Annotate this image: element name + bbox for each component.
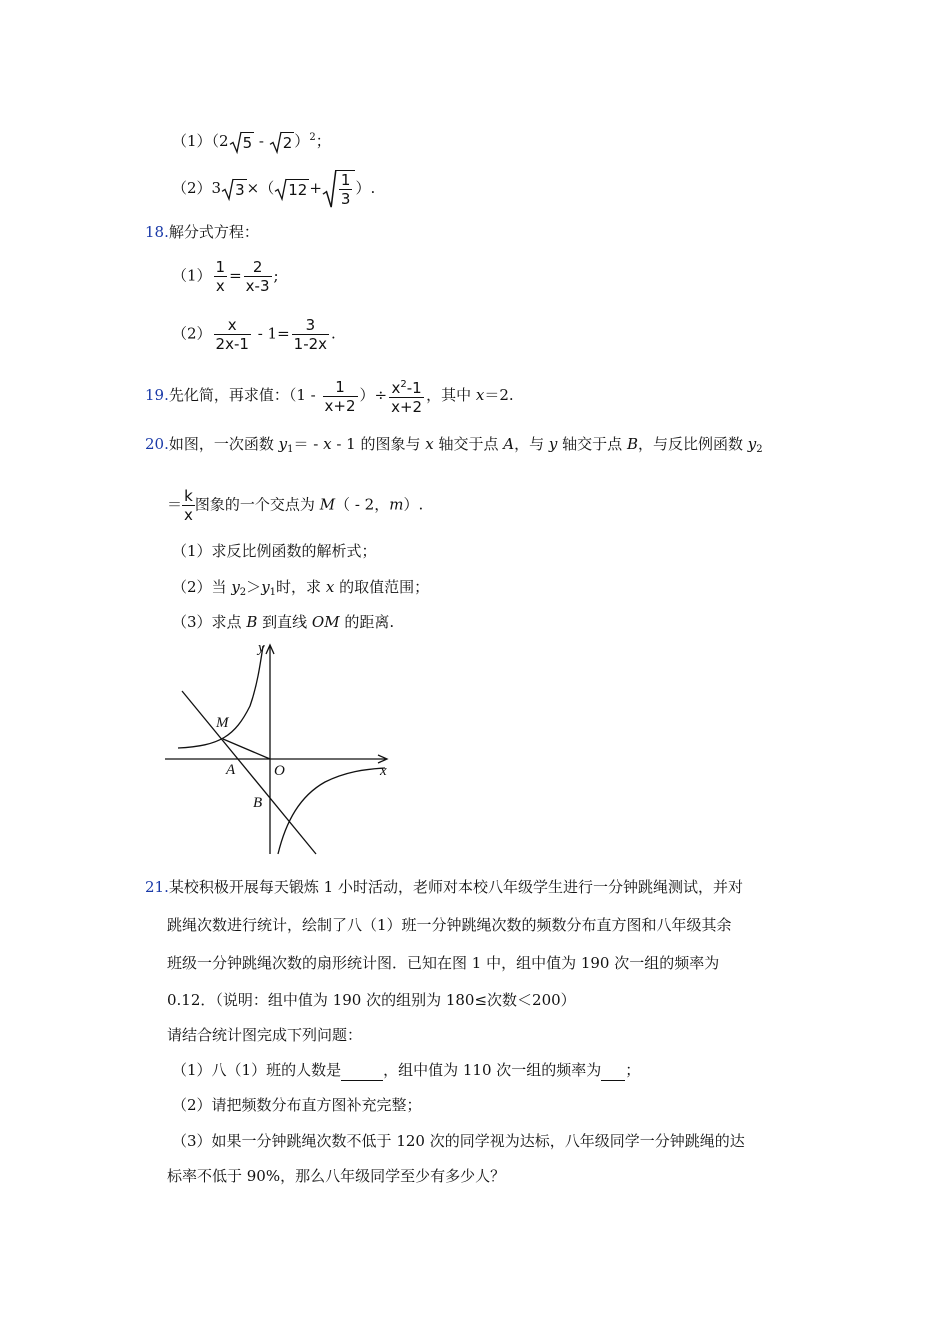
sqrt-2: 2 bbox=[270, 132, 295, 153]
radical-sign-icon bbox=[270, 132, 282, 153]
radical-sign-icon bbox=[230, 132, 242, 153]
q21-line1: 21.某校积极开展每天锻炼 1 小时活动，老师对本校八年级学生进行一分钟跳绳测试，并对 bbox=[145, 878, 743, 896]
q20-part2: （2）当 $y_2>y_1$时，求 x 的取值范围； bbox=[172, 578, 430, 598]
q21-part3-line2: 标率不低于 90%，那么八年级同学至少有多少人？ bbox=[167, 1167, 506, 1185]
q18-title: 18.解分式方程： bbox=[145, 223, 259, 241]
hyperbola-branch-lower-right bbox=[278, 768, 385, 854]
answer-blank-frequency[interactable] bbox=[601, 1060, 625, 1081]
q18-part2: （2） $\frac{x}{2x-1}$ - 1= $\frac{3}{1-2x}$ . bbox=[172, 316, 336, 353]
q20-line1: 20.如图，一次函数 $y_1= - x - 1$ 的图象与 x 轴交于点 A，与 y 轴交于点 B，与反比例函数 $y_2$ bbox=[145, 435, 763, 455]
q21-part2: （2）请把频数分布直方图补充完整； bbox=[172, 1096, 422, 1114]
radical-sign-icon bbox=[222, 179, 234, 200]
x-axis-label: x bbox=[380, 763, 387, 779]
point-B-label: B bbox=[253, 795, 263, 811]
y-axis-label: y bbox=[258, 640, 265, 656]
q21-part3-line1: （3）如果一分钟跳绳次数不低于 120 次的同学视为达标，八年级同学一分钟跳绳的达 bbox=[172, 1132, 745, 1150]
q17-part2: （2）3 3 ×（ 12 + $\frac{1}{3}$ ）. bbox=[172, 171, 376, 208]
fraction-x2-1-over-x+2: $\frac{x^2-1}{x+2}$ bbox=[391, 379, 423, 416]
sqrt-3: 3 bbox=[222, 179, 247, 200]
fraction-one-third: $\frac{1}{3}$ bbox=[340, 171, 351, 208]
fraction-k-over-x: $\frac{k}{x}$ bbox=[184, 487, 193, 524]
radical-sign-icon bbox=[323, 170, 337, 208]
answer-blank-count[interactable] bbox=[341, 1060, 383, 1081]
sqrt-one-third bbox=[323, 170, 356, 208]
point-A-label: A bbox=[226, 762, 236, 778]
hyperbola-branch-upper-left bbox=[178, 646, 263, 748]
q20-part3: （3）求点 B 到直线 OM 的距离. bbox=[172, 613, 395, 631]
q21-line2: 跳绳次数进行统计，绘制了八（1）班一分钟跳绳次数的频数分布直方图和八年级其余 bbox=[167, 916, 732, 934]
q21-line3: 班级一分钟跳绳次数的扇形统计图．已知在图 1 中，组中值为 190 次一组的频率为 bbox=[167, 954, 720, 972]
sqrt-12: 12 bbox=[275, 179, 309, 200]
q21-line5: 请结合统计图完成下列问题： bbox=[167, 1026, 363, 1044]
q21-line4: 0.12．（说明：组中值为 190 次的组别为 180≤次数＜200） bbox=[167, 991, 576, 1009]
function-graph bbox=[160, 636, 400, 861]
fraction-3-over-1-2x: $\frac{3}{1-2x}$ bbox=[293, 316, 328, 353]
fraction-1-over-x+2: $\frac{1}{x+2}$ bbox=[324, 377, 356, 415]
fraction-2-over-x-3: $\frac{2}{x-3}$ bbox=[245, 258, 270, 295]
sqrt-5: 5 bbox=[230, 132, 255, 153]
q20-part1: （1）求反比例函数的解析式； bbox=[172, 542, 377, 560]
q19: 19.先化简，再求值：（1 - $\frac{1}{x+2}$ ）÷ $\frac{x^2-1}{x+2}$ ，其中 x＝2. bbox=[145, 377, 514, 416]
q21-part1: （1）八（1）班的人数是 ，组中值为 110 次一组的频率为 ； bbox=[172, 1061, 641, 1079]
origin-label: O bbox=[274, 763, 285, 779]
q18-part1: （1） $\frac{1}{x}$ = $\frac{2}{x-3}$ ; bbox=[172, 258, 279, 295]
q17-part1: （1）（2 5 - 2 ）$^2$； bbox=[172, 132, 331, 152]
linear-function-line bbox=[182, 691, 316, 854]
q20-line2: ＝ $\frac{k}{x}$ 图象的一个交点为 M（ - 2，m）. bbox=[167, 487, 424, 524]
point-M-label: M bbox=[216, 715, 229, 731]
radical-sign-icon bbox=[275, 179, 287, 200]
fraction-1-over-x: $\frac{1}{x}$ bbox=[215, 258, 226, 295]
fraction-x-over-2x-1: $\frac{x}{2x-1}$ bbox=[215, 316, 249, 353]
